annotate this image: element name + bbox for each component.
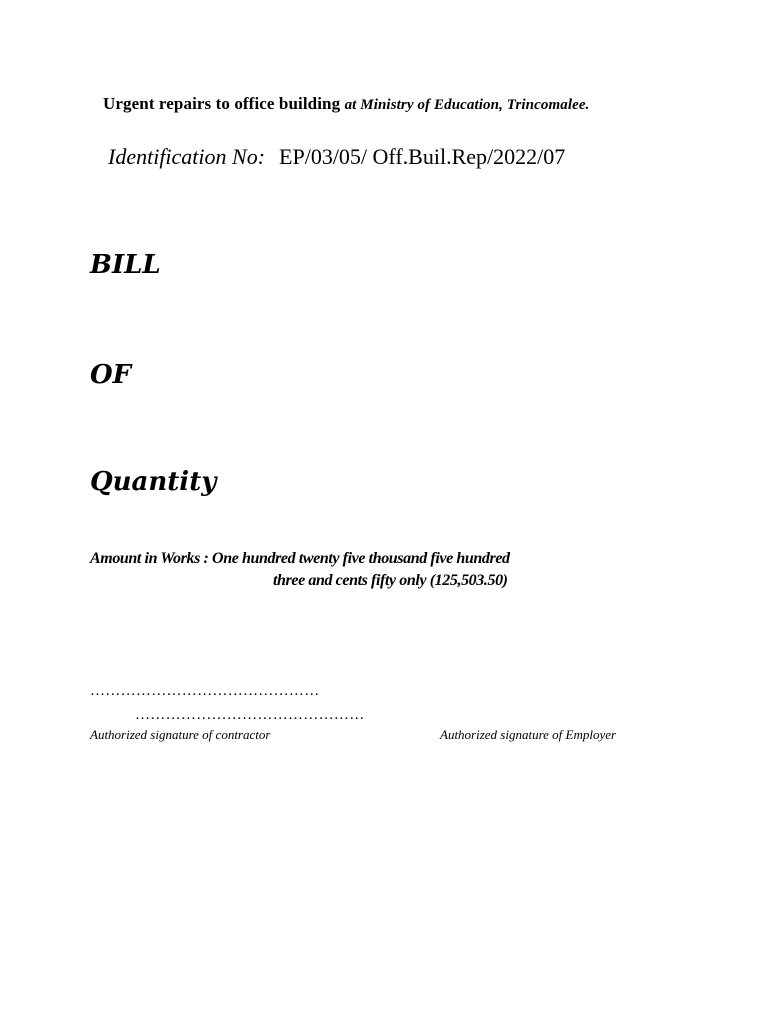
contractor-signature-label: Authorized signature of contractor — [90, 727, 271, 742]
identification-number: EP/03/05/ Off.Buil.Rep/2022/07 — [279, 144, 566, 169]
identification-label: Identification No: — [108, 144, 266, 169]
contractor-signature-line: ……………………………………… — [90, 683, 320, 699]
heading-of: OF — [90, 360, 132, 390]
identification-line — [108, 144, 565, 170]
project-title-line — [103, 94, 589, 114]
employer-signature-label: Authorized signature of Employer — [440, 727, 617, 742]
project-location: at Ministry of Education, Trincomalee. — [344, 97, 590, 113]
employer-signature-line: ……………………………………… — [135, 707, 365, 723]
heading-quantity: Quantity — [90, 467, 217, 497]
heading-bill: BILL — [90, 250, 161, 280]
amount-in-works-line-2: three and cents fifty only (125,503.50) — [273, 572, 508, 589]
amount-in-works-line-1: Amount in Works : One hundred twenty five thousand five hundred — [90, 550, 510, 567]
project-title: Urgent repairs to office building — [103, 94, 341, 113]
